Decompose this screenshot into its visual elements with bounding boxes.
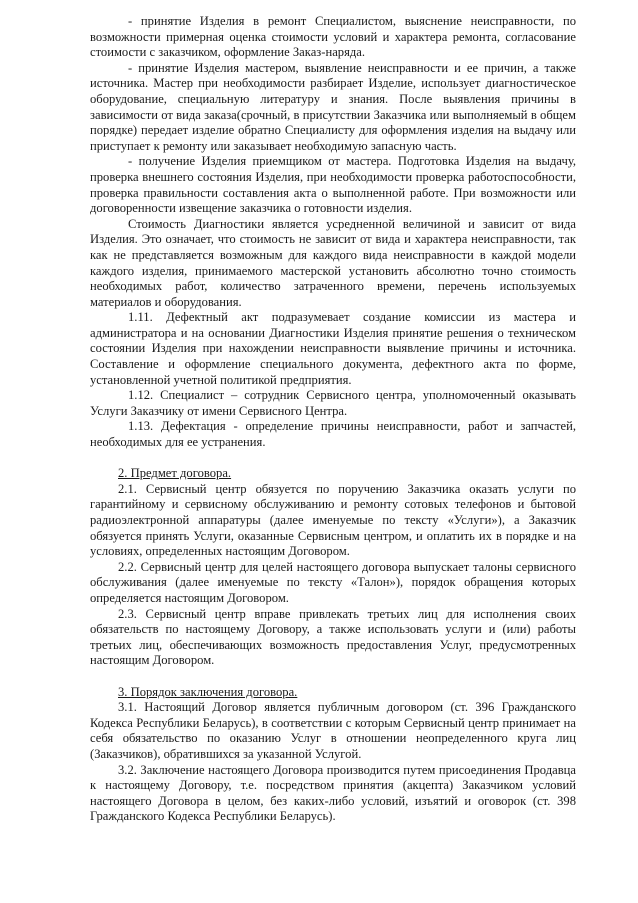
- paragraph-1-11-defect-act: 1.11. Дефектный акт подразумевает создание комиссии из мастера и администратора и на основании Диагностики Изделия принятие решения о техническом состоянии Изделия при нахождении неисправности выявление причины и источника. Составление и оформление специального документа, дефектного акта по форме, установленной учетной политикой предприятия.: [90, 310, 576, 387]
- paragraph-3-1-public-contract: 3.1. Настоящий Договор является публичным договором (ст. 396 Гражданского Кодекса Республики Беларусь), в соответствии с которым Сервисный центр принимает на себя обязательство по оказанию Услуг в отношении неопределенного круга лиц (Заказчиков), обратившихся за указанной Услугой.: [90, 700, 576, 761]
- paragraph-3-2-accession: 3.2. Заключение настоящего Договора производится путем присоединения Продавца к настоящему Договору, т.е. посредством принятия (акцепта) Заказчиком условий настоящего Договора в целом, без каких-либо условий, изъятий и оговорок (ст. 398 Гражданского Кодекса Республики Беларусь).: [90, 762, 576, 824]
- paragraph-diagnostics-cost: Стоимость Диагностики является усредненной величиной и зависит от вида Изделия. Это означает, что стоимость не зависит от вида и характера неисправности, так как не представляется возможным для каждого вида неисправности в каждой модели каждого изделия, принимаемого мастерской установить абсолютно точно стоимость необходимых работ, количество затраченного времени, перечень используемых материалов и оборудования.: [90, 216, 576, 309]
- paragraph-receiver-handover: - получение Изделия приемщиком от мастера. Подготовка Изделия на выдачу, проверка внешнего состояния Изделия, при необходимости проверка работоспособности, проверка правильности составления акта о выполненной работе. При возможности или договоренности извещение заказчика о готовности изделия.: [90, 154, 576, 216]
- section-spacer: [90, 669, 576, 685]
- section-heading-subject: 2. Предмет договора.: [118, 466, 232, 481]
- paragraph-master-diagnosis: - принятие Изделия мастером, выявление неисправности и ее причин, а также источника. Мастер при необходимости разбирает Изделие, использует диагностическое оборудование, специальную литературу и знания. После выявления причины в зависимости от вида заказа(срочный, в присутствии Заказчика или выполняемый в общем порядке) передает изделие обратно Специалисту для оформления изделия на выдачу или приступает к ремонту или заказывает необходимую запасную часть.: [90, 60, 576, 153]
- paragraph-service-acceptance: - принятие Изделия в ремонт Специалистом, выяснение неисправности, по возможности примерная оценка стоимости условий и характера ремонта, согласование стоимости с заказчиком, оформление Заказ-наряда.: [90, 14, 576, 60]
- section-heading-conclusion-order: 3. Порядок заключения договора.: [118, 684, 298, 699]
- paragraph-2-1-obligations: 2.1. Сервисный центр обязуется по поручению Заказчика оказать услуги по гарантийному и сервисному обслуживанию и ремонту сотовых телефонов и бытовой радиоэлектронной аппаратуры (далее именуемые по тексту «Услуги»), а Заказчик обязуется принять Услуги, оказанные Сервисным центром, и оплатить их в порядке и на условиях, определенных настоящим Договором.: [90, 481, 576, 559]
- paragraph-2-3-third-parties: 2.3. Сервисный центр вправе привлекать третьих лиц для исполнения своих обязательств по настоящему Договору, а также использовать услуги и (или) работы третьих лиц, обеспечивающих возможность предоставления Услуг, предусмотренных настоящим Договором.: [90, 606, 576, 668]
- paragraph-1-13-defectation: 1.13. Дефектация - определение причины неисправности, работ и запчастей, необходимых для ее устранения.: [90, 419, 576, 450]
- paragraph-2-2-coupons: 2.2. Сервисный центр для целей настоящего договора выпускает талоны сервисного обслуживания (далее именуемые по тексту «Талон»), порядок обращения которых определяется настоящим Договором.: [90, 559, 576, 605]
- section-spacer: [90, 451, 576, 467]
- paragraph-1-12-specialist: 1.12. Специалист – сотрудник Сервисного центра, уполномоченный оказывать Услуги Заказчику от имени Сервисного Центра.: [90, 388, 576, 418]
